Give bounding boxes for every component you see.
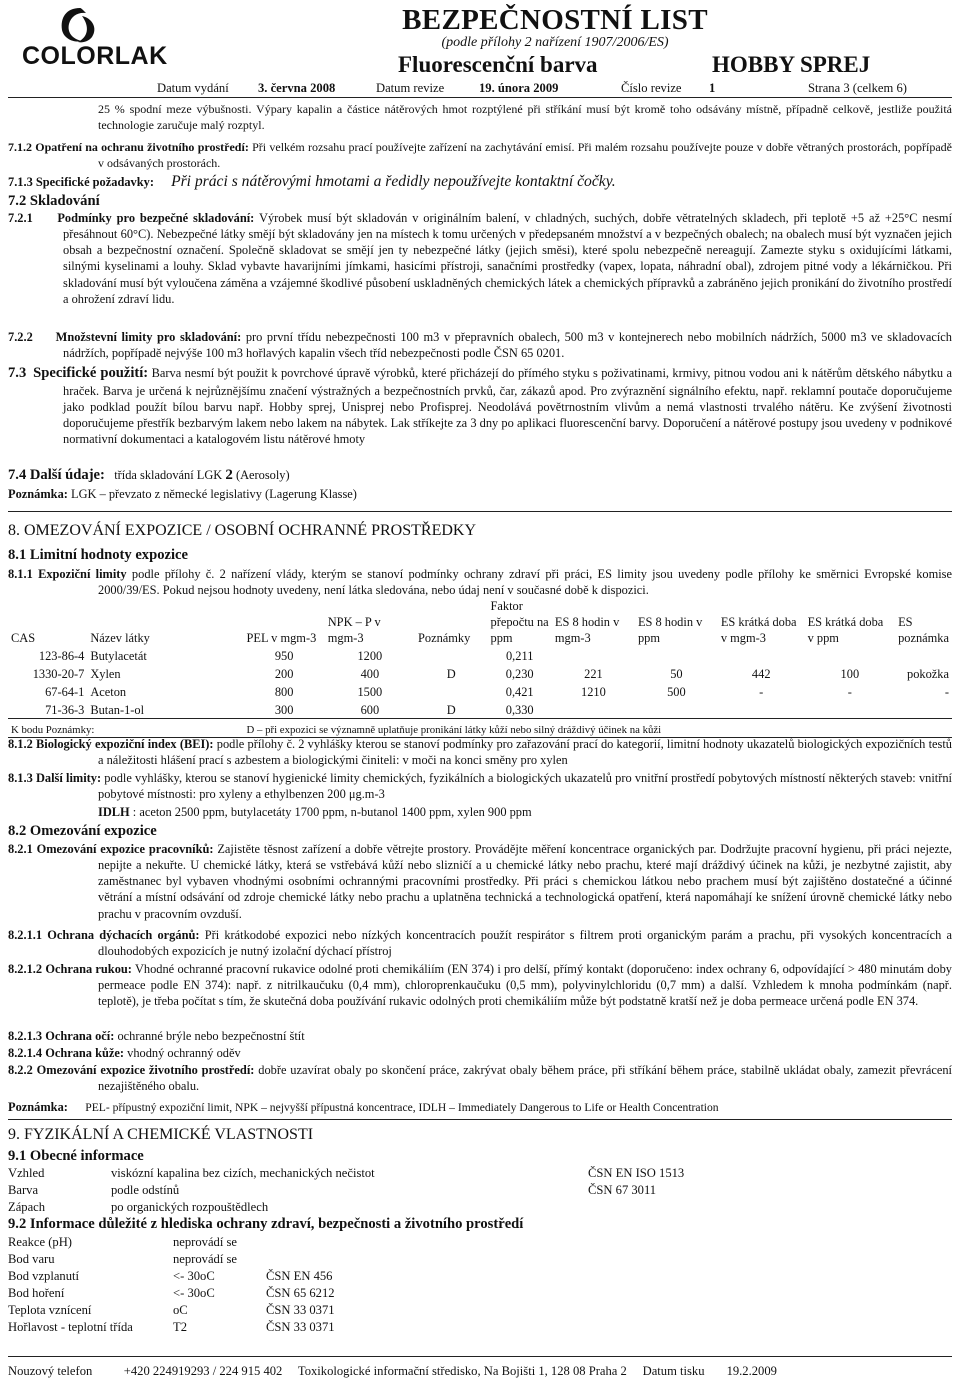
p-7-2-1: 7.2.1 Podmínky pro bezpečné skladování: Výrobek musí být skladován v originálním balení, v chladných, suchých, dobře větratelných skladech, při teplotě +5 až +25°C nesmí přesáhnout 60°C). Nebezpečné látky smějí být skladovány jen na místech k tomu určených v předepsaném množství a v bezpečných obalech; na obalech musí být vyznačen jejich obsah a bezpečnostní označení. Společně skladovat se smějí jen ty nebezpečné látky (jejich směsi), které spolu nebezpečně nereagují. Zamezte styku s oxidujícími látkami, silnými kyselinami a louhy. Sklad vybavte havarijními jímkami, hasicími přístroji, sanačními prostředky (vapex, lopata, náhradní obal), zdrojem pitné vody a lékárničkou. Při skladování musí být vyloučena záměna a vzájemné škodlivé působení uskladněných chemických látek a chemických přípravků a zabráněno jejich pronikání do životního prostředí a ohrožení zdraví lidu.	[8, 211, 953, 306]
property-value: T2	[173, 1320, 187, 1334]
property-name: Barva	[8, 1183, 39, 1197]
table-cell: 100	[840, 667, 860, 682]
table-cell	[718, 646, 805, 664]
p-8-2-1-4: 8.2.1.4 Ochrana kůže: vhodný ochranný oděv	[8, 1046, 241, 1060]
physical-properties-list	[8, 1234, 952, 1336]
s-9-2-heading: 9.2 Informace důležité z hlediska ochrany zdraví, bezpečnosti a životního prostředí	[8, 1216, 524, 1232]
table-cell: 1500	[357, 685, 383, 700]
property-value: ČSN 65 6212	[266, 1286, 335, 1300]
table-cell	[415, 682, 488, 700]
table-cell: 0,330	[505, 703, 534, 718]
p-7-1-2: 7.1.2 Opatření na ochranu životního prostředí: Při velkém rozsahu prací používejte zařízení na zachytávání emisí. Při malém rozsahu používejte pouze v dobře větraných prostorách, popřípadě v odsávaných prostorách.	[8, 140, 953, 170]
general-properties-list	[8, 1165, 952, 1216]
table-cell	[635, 700, 718, 719]
property-name: Bod varu	[8, 1252, 55, 1266]
s-8-1-heading: 8.1 Limitní hodnoty expozice	[8, 547, 188, 563]
property-name: Reakce (pH)	[8, 1235, 72, 1249]
property-row	[8, 1251, 952, 1268]
table-cell: Aceton	[90, 685, 127, 700]
header-cell: ES krátká doba v mgm-3	[720, 615, 797, 646]
property-value: ČSN EN ISO 1513	[588, 1166, 685, 1180]
property-value: ČSN EN 456	[266, 1269, 333, 1283]
table-cell	[635, 646, 718, 664]
p-8-1-3: 8.1.3 Další limity: podle vyhlášky, kterou se stanoví hygienické limity chemických, fyzikálních a biologických ukazatelů pro vnitřní prostředí pobytových místností některých staveb: vnitřní pobytové místnosti: pro xyleny a ethylbenzen 200 μg.m-3	[8, 771, 952, 802]
colorlak-logo-icon	[58, 6, 102, 44]
table-cell: 0,421	[505, 685, 534, 700]
footer-divider	[8, 1356, 952, 1357]
p-8-2-1-2: 8.2.1.2 Ochrana rukou: Vhodné ochranné pracovní rukavice odolné proti chemikáliím (EN 374) i pro delší, přímý kontakt (doporučeno: index ochrany 6, odpovídající > 480 minutám doby permeace podle EN 374): např. z nitrilkaučuku (0,4 mm), chloroprenkaučuku (0,5 mm), polyvinylchloridu (0,7 mm) a další. Vzhledem k mnoha podmínkám (např. teplotě), je třeba počítat s tím, že skutečná doba používání rukavic odolných proti chemikáliím může být podstatně kratší než je doba permeace určená podle EN 374.	[8, 962, 953, 1009]
p-8-2-1: 8.2.1 Omezování expozice pracovníků: Zajistěte těsnost zařízení a dobře větrejte prostory. Provádějte měření koncentrace organických par. Dodržujte pracovní hygienu, při práci nejezte, nepijte a nekuřte. U chemické látky, která se vstřebává kůží nebo slizničí a u chemické látky nebo prachu, které mají dráždivý účinek na kůži, je nezbytné zajistit, aby zaměstnanec byl vybaven vhodnými osobními ochrannými pracovními prostředky. Při práci s chemickou látkou nebo prachem musí být zajištěno dostatečné a účinné větrání a místní odsávání od zdroje chemické látky nebo prachu a uplatněna technická a technologická opatření, která napomáhají ke snížení úrovně chemické látky nebo prachu v pracovním ovzduší.	[8, 842, 952, 921]
table-row	[8, 664, 952, 682]
issue-date-label: Datum vydání	[157, 81, 229, 95]
table-cell	[415, 646, 488, 664]
property-name: Vzhled	[8, 1166, 45, 1180]
table-cell: -	[759, 685, 764, 700]
page-number: Strana 3 (celkem 6)	[808, 81, 907, 95]
table-row	[8, 646, 952, 664]
revision-date: 19. února 2009	[479, 81, 559, 95]
header-cell: ES 8 hodin v ppm	[637, 615, 703, 646]
property-row	[8, 1165, 952, 1182]
s-9-1-heading: 9.1 Obecné informace	[8, 1148, 144, 1164]
revision-date-label: Datum revize	[376, 81, 445, 95]
section-divider	[8, 1119, 952, 1120]
table-cell: 800	[274, 685, 294, 700]
s-7-2-heading: 7.2 Skladování	[8, 193, 100, 209]
table-cell: 300	[274, 703, 294, 718]
table-cell: 1330-20-7	[32, 667, 85, 682]
property-value: ČSN 33 0371	[266, 1320, 335, 1334]
table-cell: 1210	[581, 685, 606, 700]
property-name: Bod vzplanutí	[8, 1269, 80, 1283]
table-cell: Xylen	[90, 667, 121, 682]
property-row	[8, 1268, 952, 1285]
table-cell: 50	[670, 667, 683, 682]
header-cell: Faktor přepočtu na ppm	[490, 599, 549, 646]
table-cell: 442	[751, 667, 771, 682]
table-cell: 123-86-4	[38, 649, 85, 664]
s-8-2-heading: 8.2 Omezování expozice	[8, 823, 157, 839]
header-cell: PEL v mgm-3	[246, 631, 317, 646]
footer: Nouzový telefon +420 224919293 / 224 915 402 Toxikologické informační středisko, Na Bojišti 1, 128 08 Praha 2 Datum tisku 19.2.2009	[8, 1364, 777, 1378]
idlh-line: IDLH : aceton 2500 ppm, butylacetáty 1700 ppm, n-butanol 1400 ppm, xylen 900 ppm	[98, 805, 532, 819]
header-cell: ES poznámka	[898, 615, 949, 646]
p-7-3: 7.3 Specifické použití: Barva nesmí být použit k povrchové úpravě výrobků, které přicházejí do přímého styku s poživatinami, krmivy, pitnou vodou ani k nátěrům dětského nábytku a hraček. Barva je určená k nejrůznějšímu značení výstražných a bezpečnostních prvků, čar, zákazů apod. Pro zvýraznění signálního efektu, např. reklamní poutače doporučujeme jako podklad použít bílou barvu např. Hobby sprej, Unisprej nebo Profisprej. Neodolává povětrnostním vlivům a nemá vlastnosti trvalého nátěru. Ke zvýšení životnosti doporučujeme přestřík bezbarvým lakem nebo lakem na nábytek. Lak stříkejte za 3 dny po aplikaci fluorescenční barvy. Doporučení a nátěrové postupy jsou uvedeny v podnikové normativní dokumentaci a katalogovém listu nátěrové hmoty	[8, 365, 952, 447]
table-cell: 0,211	[505, 649, 534, 664]
header-cell: CAS	[11, 631, 36, 646]
table-cell	[805, 646, 895, 664]
property-row	[8, 1285, 952, 1302]
table-row	[8, 682, 952, 700]
doc-subtitle: (podle přílohy 2 nařízení 1907/2006/ES)	[441, 35, 669, 50]
p-8-1-1: 8.1.1 Expoziční limity podle přílohy č. 2 nařízení vlády, kterým se stanoví podmínky ochrany zdraví při práci, ES limity jsou uvedeny podle přílohy ke směrnici Evropské komise 2000/39/ES. Pokud nejsou hodnoty uvedeny, není látka sledována, nebo údaj není v současné době k dispozici.	[8, 567, 952, 598]
property-value: viskózní kapalina bez cizích, mechanických nečistot	[111, 1166, 375, 1180]
property-value: <- 30oC	[173, 1286, 215, 1300]
section-divider	[8, 511, 952, 512]
property-value: <- 30oC	[173, 1269, 215, 1283]
table-cell: Butan-1-ol	[90, 703, 145, 718]
header-cell: Název látky	[90, 631, 150, 646]
table-cell: Butylacetát	[90, 649, 147, 664]
s8-note: Poznámka: PEL- přípustný expoziční limit, NPK – nejvyšší přípustná koncentrace, IDLH – Immediately Dangerous to Life or Health Concentration	[8, 1100, 719, 1114]
property-value: oC	[173, 1303, 188, 1317]
property-value: ČSN 33 0371	[266, 1303, 335, 1317]
property-name: Zápach	[8, 1200, 46, 1214]
table-cell: 950	[274, 649, 294, 664]
p-8-2-1-3: 8.2.1.3 Ochrana očí: ochranné brýle nebo bezpečnostní štít	[8, 1029, 305, 1043]
s7-intro: 25 % spodní meze výbušnosti. Výpary kapalin a částice nátěrových hmot rozptýlené při stříkání musí být kromě toho odsávány místně, případně celkově, jestliže použitá technologie zaručuje malý rozptyl.	[98, 102, 952, 132]
p-7-4: 7.4 Další údaje: třída skladování LGK 2 (Aerosoly)	[8, 467, 290, 483]
table-cell: 0,230	[505, 667, 534, 682]
table-cell: 67-64-1	[45, 685, 85, 700]
header-cell: Poznámky	[418, 631, 471, 646]
header-cell: ES krátká doba v ppm	[807, 615, 884, 646]
table-cell	[895, 646, 952, 664]
property-name: Bod hoření	[8, 1286, 65, 1300]
section-9-title: 9. FYZIKÁLNÍ A CHEMICKÉ VLASTNOSTI	[8, 1126, 314, 1143]
table-cell: D	[446, 667, 456, 682]
table-cell	[718, 700, 805, 719]
table-header-row	[8, 598, 952, 646]
property-row	[8, 1199, 952, 1216]
table-cell: -	[944, 685, 949, 700]
header-divider	[8, 97, 952, 98]
p-7-1-3: 7.1.3 Specifické požadavky: Při práci s nátěrovými hmotami a ředidly nepoužívejte kontaktní čočky.	[8, 173, 616, 190]
table-cell	[895, 700, 952, 719]
table-cell	[552, 700, 635, 719]
doc-title: BEZPEČNOSTNÍ LIST	[402, 4, 708, 36]
revision-number-label: Číslo revize	[621, 81, 682, 95]
property-row	[8, 1182, 952, 1199]
table-note-label: K bodu Poznámky:	[11, 724, 95, 737]
table-cell	[552, 646, 635, 664]
property-row	[8, 1319, 952, 1336]
section-8-title: 8. OMEZOVÁNÍ EXPOZICE / OSOBNÍ OCHRANNÉ PROSTŘEDKY	[8, 522, 477, 539]
table-row	[8, 700, 952, 719]
table-cell: 600	[360, 703, 380, 718]
table-cell: 400	[360, 667, 380, 682]
property-name: Teplota vznícení	[8, 1303, 92, 1317]
property-name: Hořlavost - teplotní třída	[8, 1320, 133, 1334]
table-cell: 221	[584, 667, 603, 682]
table-cell: 500	[667, 685, 686, 700]
table-cell: 1200	[357, 649, 383, 664]
property-value: po organických rozpouštědlech	[111, 1200, 269, 1214]
issue-date: 3. června 2008	[258, 81, 336, 95]
product-name: Fluorescenční barva	[398, 52, 598, 77]
table-note-text: D – při expozici se významně uplatňuje pronikání látky kůží nebo silný dráždivý účinek na kůži	[246, 724, 662, 737]
p-8-2-1-1: 8.2.1.1 Ochrana dýchacích orgánů: Při krátkodobé expozici nebo nízkých koncentracích použít respirátor s filtrem proti organickým parám a prachu, při vysokých koncentracích a dlouhodobých expozicích je nutný izolační dýchací přístroj	[8, 928, 952, 959]
p-7-4-note: Poznámka: LGK – převzato z německé legislativy (Lagerung Klasse)	[8, 487, 357, 501]
property-value: ČSN 67 3011	[588, 1183, 657, 1197]
table-cell: 200	[274, 667, 294, 682]
p-7-2-2: 7.2.2 Množstevní limity pro skladování: pro první třídu nebezpečnosti 100 m3 v přepravních obalech, 500 m3 v kontejnerech nebo mobilních nádržích, 5000 m3 ve skladovacích nádržích, popřípadě nejvýše 100 m3 hořlavých kapalin všech tříd nebezpečnosti podle ČSN 65 0201.	[8, 330, 952, 361]
table-cell: pokožka	[907, 667, 949, 682]
brand-name: HOBBY SPREJ	[712, 52, 871, 77]
property-row	[8, 1234, 952, 1251]
table-cell: D	[446, 703, 456, 718]
property-value: neprovádí se	[173, 1252, 237, 1266]
property-value: neprovádí se	[173, 1235, 237, 1249]
table-cell	[805, 700, 895, 719]
table-cell: -	[847, 685, 852, 700]
logo-text: COLORLAK	[22, 42, 168, 70]
property-value: podle odstínů	[111, 1183, 180, 1197]
exposure-limits-table	[8, 598, 952, 738]
header-cell: ES 8 hodin v mgm-3	[554, 615, 620, 646]
revision-number: 1	[709, 81, 716, 95]
table-cell: 71-36-3	[45, 703, 85, 718]
p-8-2-2: 8.2.2 Omezování expozice životního prostředí: dobře uzavírat obaly po skončení práce, zakrývat obaly během práce, při stříkání během práce, stabilně ukládat obaly, zamezit převrácení nezajištěného obalu.	[8, 1063, 952, 1094]
p-8-1-2: 8.1.2 Biologický expoziční index (BEI): podle přílohy č. 2 vyhlášky kterou se stanoví podmínky pro zařazování prací do kategorií, limitní hodnoty ukazatelů biologických expozičních testů a náležitosti hlášení prací s azbestem a biologickými činiteli: v moči na konci směny pro xylen	[8, 737, 952, 768]
header-cell: NPK – P v mgm-3	[327, 615, 381, 646]
property-row	[8, 1302, 952, 1319]
